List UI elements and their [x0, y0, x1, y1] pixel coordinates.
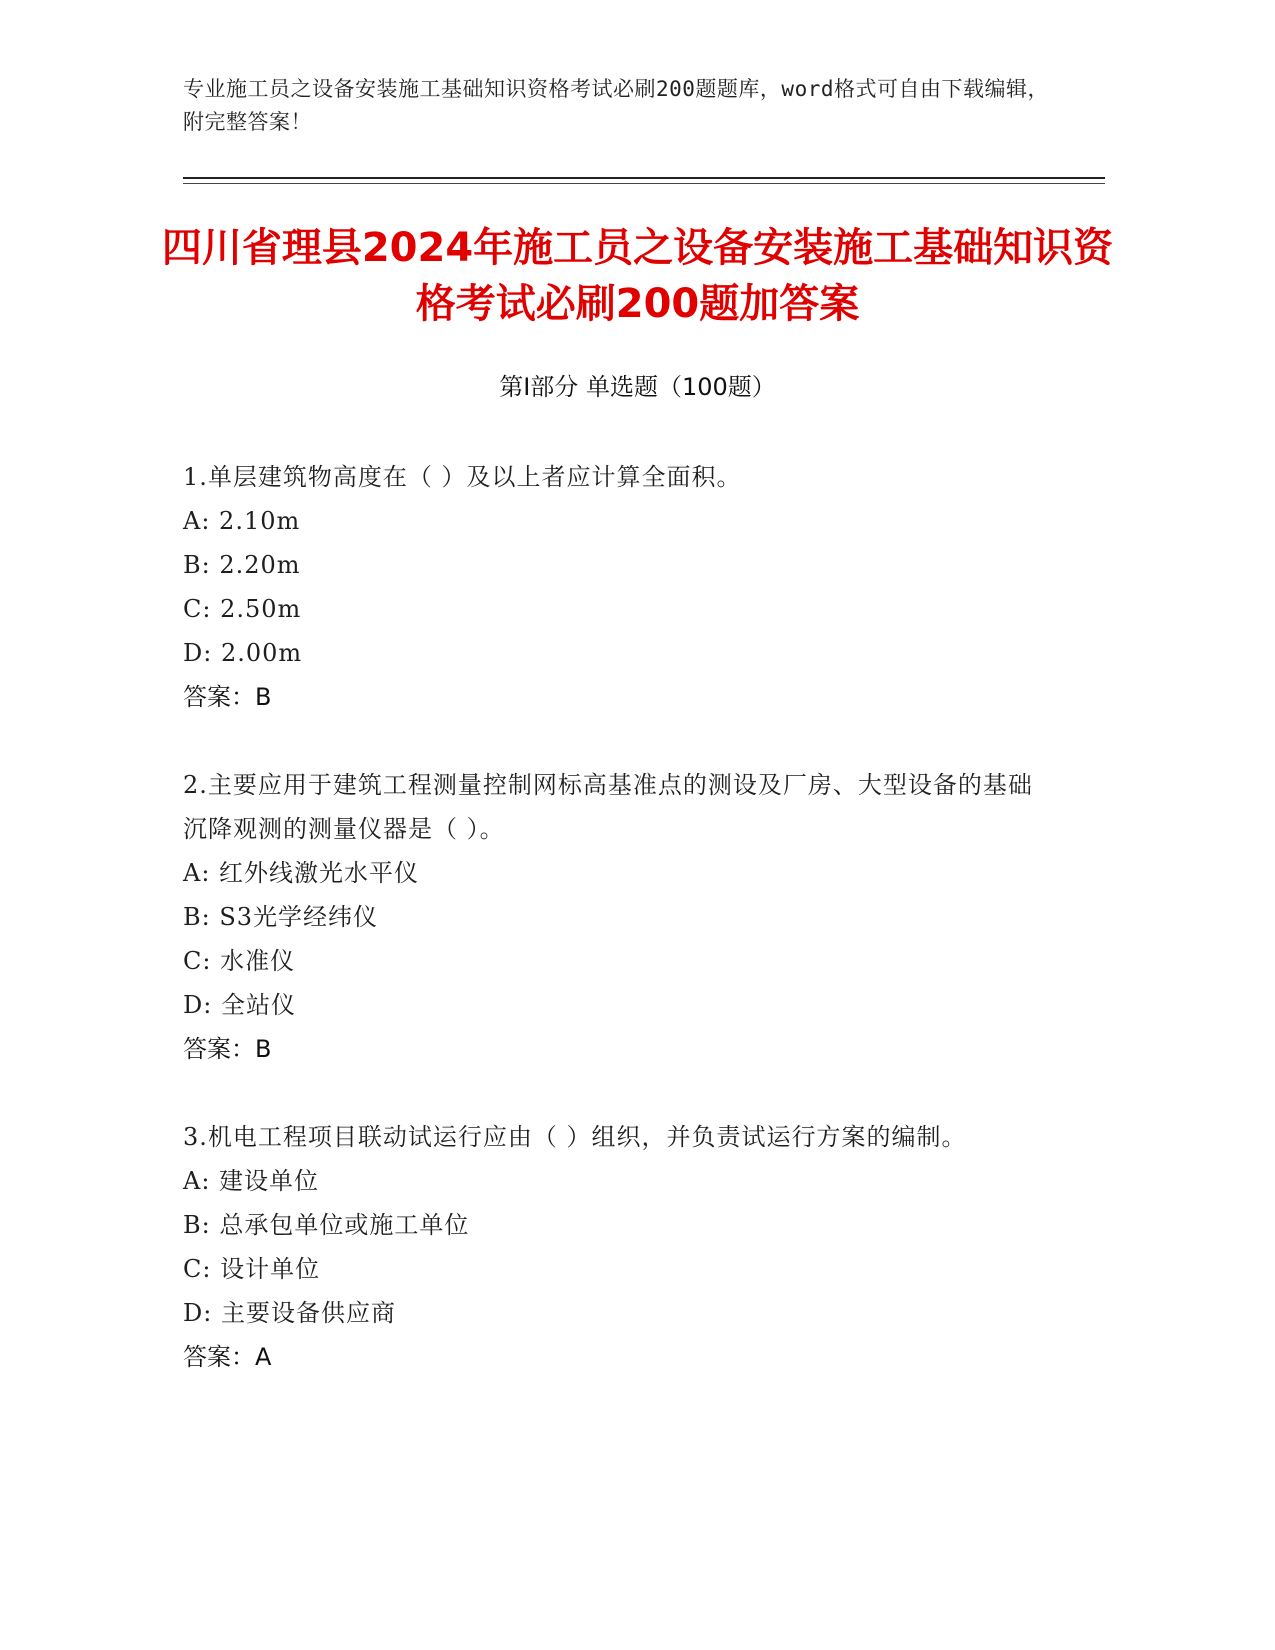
- option-c: C: 水准仪: [183, 947, 296, 975]
- header-divider-thick: [183, 177, 1105, 179]
- option-a: A: 建设单位: [183, 1167, 320, 1195]
- option-b: B: 2.20m: [183, 551, 301, 579]
- document-title: 四川省理县2024年施工员之设备安装施工基础知识资格考试必刷200题加答案: [161, 225, 1114, 327]
- question-2: [183, 763, 1053, 1071]
- question-1: [183, 455, 1053, 719]
- option-d: D: 全站仪: [183, 991, 296, 1019]
- header-note: 专业施工员之设备安装施工基础知识资格考试必刷200题题库，word格式可自由下载编辑，附完整答案！: [183, 77, 1049, 134]
- option-c: C: 设计单位: [183, 1255, 321, 1283]
- question-stem: 1.单层建筑物高度在（ ）及以上者应计算全面积。: [183, 463, 742, 491]
- option-a: A: 2.10m: [183, 507, 301, 535]
- option-d: D: 2.00m: [183, 639, 303, 667]
- answer-line: 答案：B: [183, 683, 272, 711]
- answer-line: 答案：B: [183, 1035, 272, 1063]
- answer-line: 答案：A: [183, 1343, 272, 1371]
- option-b: B: 总承包单位或施工单位: [183, 1211, 470, 1239]
- option-a: A: 红外线激光水平仪: [183, 859, 420, 887]
- question-stem: 2.主要应用于建筑工程测量控制网标高基准点的测设及厂房、大型设备的基础沉降观测的测量仪器是（ ）。: [183, 771, 1033, 843]
- question-list: [183, 455, 1053, 1423]
- option-d: D: 主要设备供应商: [183, 1299, 396, 1327]
- option-b: B: S3光学经纬仪: [183, 903, 379, 931]
- question-3: [183, 1115, 1053, 1379]
- option-c: C: 2.50m: [183, 595, 302, 623]
- question-stem: 3.机电工程项目联动试运行应由（ ）组织，并负责试运行方案的编制。: [183, 1123, 967, 1151]
- section-title: 第I部分 单选题（100题）: [499, 373, 776, 401]
- header-divider-thin: [183, 183, 1105, 184]
